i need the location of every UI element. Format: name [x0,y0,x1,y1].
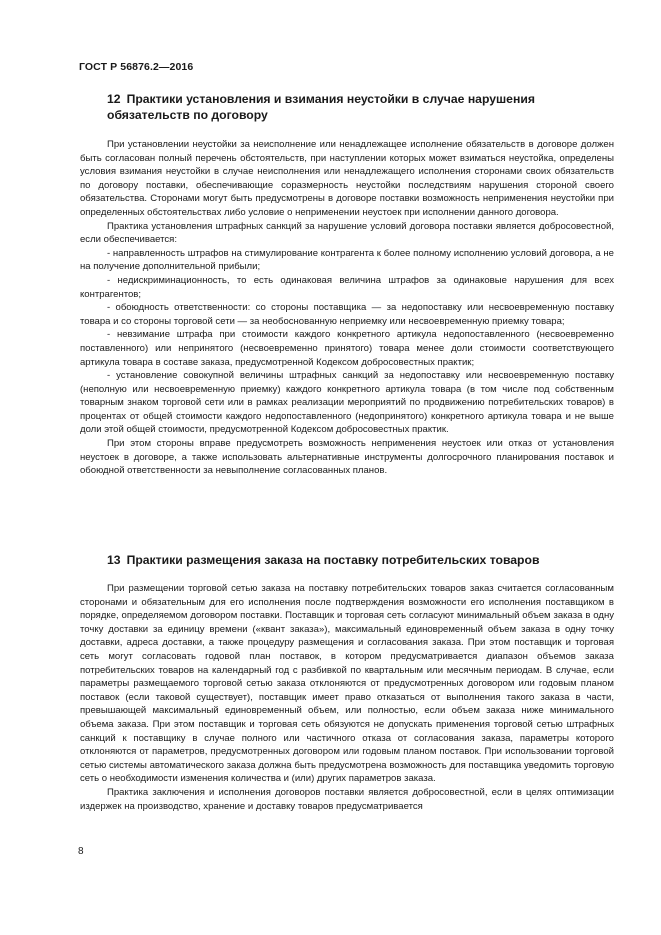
list-item: - невзимание штрафа при стоимости каждого конкретного артикула недопоставленного (несвоевременно поставленного) или непринятого (несвоевременно принятого) товара менее доли стоимости соответствующего артикула товара в составе заказа, предусмотренной Кодексом добросовестных практик; [80,329,614,368]
paragraph: Практика заключения и исполнения договоров поставки является добросовестной, если в целях оптимизации издержек на производство, хранение и доставку товаров предусматривается [80,786,614,812]
section-12-body [80,138,614,478]
section-13-heading: Практики размещения заказа на поставку потребительских товаров [126,553,540,567]
list-item: - установление совокупной величины штрафных санкций за недопоставку или несвоевременную поставку (неполную или несвоевременную приемку) каждого конкретного артикула товара (в том числе под собственным товарным знаком торговой сети или в рамках реализации мероприятий по продвижению потребительских товаров) в процентах от общей стоимости каждого недопоставленного (недопринятого) конкретного артикула товара и не выше доли этой общей стоимости, предусмотренной Кодексом добросовестных практик. [80,370,614,436]
standard-header: ГОСТ Р 56876.2—2016 [79,61,194,73]
section-13-number: 13 [107,553,121,567]
paragraph: Практика установления штрафных санкций за нарушение условий договора поставки является добросовестной, если обеспечивается: [80,220,614,246]
section-13-body [80,582,614,813]
section-12-title [107,91,597,123]
list-item: - недискриминационность, то есть одинаковая величина штрафов за одинаковые нарушения для всех контрагентов; [80,274,614,300]
section-12-number: 12 [107,92,121,106]
page-number: 8 [78,846,84,857]
list-item: - направленность штрафов на стимулирование контрагента к более полному исполнению условий договора, а не на получение дополнительной прибыли; [80,247,614,273]
section-13-title [107,552,607,568]
paragraph: При установлении неустойки за неисполнение или ненадлежащее исполнение обязательств в договоре должен быть согласован полный перечень обстоятельств, при наступлении которых может взиматься неустойка, определены условия взимания неустойки в случае неисполнения или ненадлежащего исполнения сторонами своих обязательств по договору поставки, обеспечивающие соразмерность неустойки последствиям нарушения стороной своего обязательства. Сторонами могут быть предусмотрены в договоре поставки возможность неприменения неустойки при определенных обстоятельствах либо условие о неприменении неустоек при исполнении данного договора. [80,139,614,218]
section-12-heading: Практики установления и взимания неустойки в случае нарушения обязательств по договору [107,92,535,122]
paragraph: При размещении торговой сетью заказа на поставку потребительских товаров заказ считается согласованным сторонами и обязательным для его исполнения после подтверждения возможности его исполнения поставщиком в порядке, определяемом договором поставки. Поставщик и торговая сеть согласуют минимальный объем заказа в одну точку доставки за единицу времени («квант заказа»), максимальный единовременный объем заказа в одну точку доставки, адреса доставки, а также процедуру размещения и согласования заказа. При этом поставщик и торговая сеть могут согласовать годовой план поставок, в котором предусматривается диапазон объемов заказа потребительских товаров на календарный год с разбивкой по квартальным или месячным периодам. В случае, если параметры размещаемого торговой сетью заказа отклоняются от предусмотренных договором или годовым планом поставок (если таковой существует), поставщик имеет право отказаться от выполнения такого заказа в части, превышающей максимальный единовременный объем, или полностью, если объем заказа ниже минимального объема заказа. При этом поставщик и торговая сеть обязуются не допускать применения торговой сетью штрафных санкций к поставщику в случае полного или частичного отказа от согласования заказа, параметры которого отклоняются от параметров, предусмотренных договором или годовым планом поставок. При использовании торговой сетью системы автоматического заказа должна быть предусмотрена возможность для поставщика уведомить торговую сеть о необходимости изменения количества и (или) других параметров заказа. [80,583,614,785]
paragraph: При этом стороны вправе предусмотреть возможность неприменения неустоек или отказ от установления неустоек в договоре, а также использовать альтернативные инструменты долгосрочного планирования поставок и обоюдной ответственности за невыполнение согласованных планов. [80,438,614,477]
list-item: - обоюдность ответственности: со стороны поставщика — за недопоставку или несвоевременную поставку товара и со стороны торговой сети — за необоснованную неприемку или несвоевременную приемку товара; [80,302,614,327]
